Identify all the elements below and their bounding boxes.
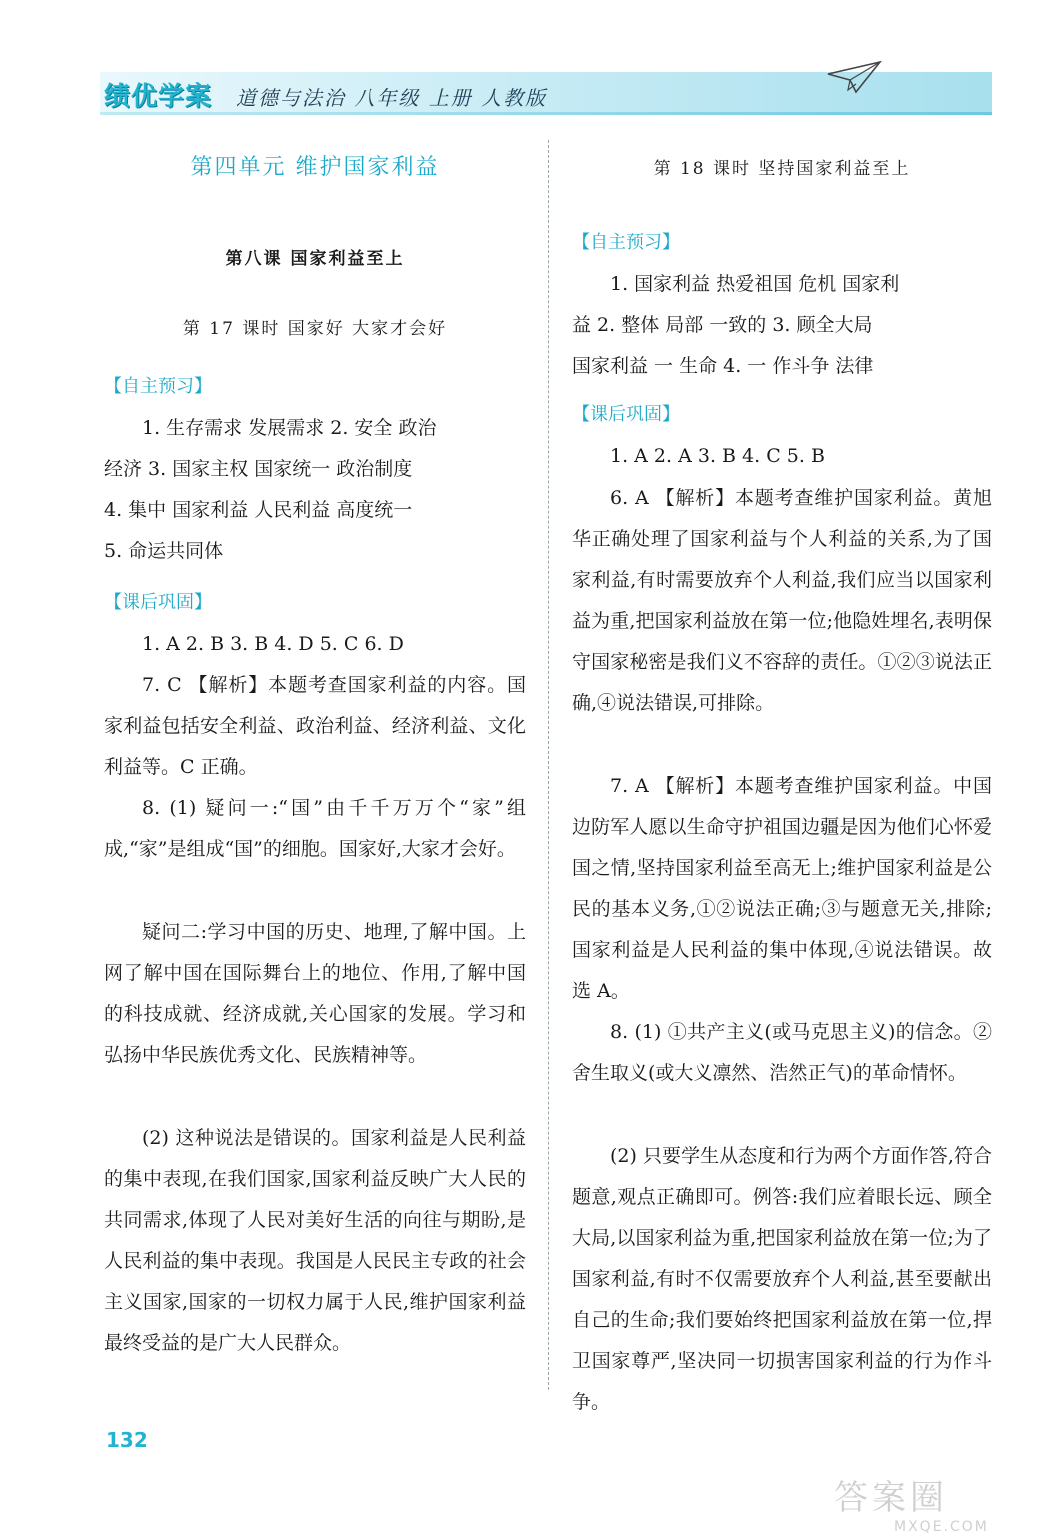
watermark-logo [834, 1470, 1024, 1535]
preview-line: 国家利益 一 生命 4. 一 作斗争 法律 [572, 355, 874, 377]
q8-part1-doubt2: 疑问二:学习中国的历史、地理,了解中国。上网了解中国在国际舞台上的地位、作用,了解中国的科技成就、经济成就,关心国家的发展。学习和弘扬中华民族优秀文化、民族精神等。 [104, 921, 526, 1066]
q7-explanation: 7. A 【解析】本题考查维护国家利益。中国边防军人愿以生命守护祖国边疆是因为他们心怀爱国之情,坚持国家利益至高无上;维护国家利益是公民的基本义务,①②说法正确;③与题意无关,排除;国家利益是人民利益的集中体现,④说法错误。故选 A。 [572, 775, 992, 1002]
preview-line: 经济 3. 国家主权 国家统一 政治制度 [104, 458, 413, 480]
watermark-top: 答案圈 [834, 1478, 948, 1518]
q7-explanation: 7. C 【解析】本题考查国家利益的内容。国家利益包括安全利益、政治利益、经济利益、文化利益等。C 正确。 [104, 674, 526, 778]
q8-part2: (2) 只要学生从态度和行为两个方面作答,符合题意,观点正确即可。例答:我们应着眼长远、顾全大局,以国家利益为重,把国家利益放在第一位;为了国家利益,有时不仅需要放弃个人利益,甚至要献出自己的生命;我们要始终把国家利益放在第一位,捍卫国家尊严,坚决同一切损害国家利益的行为作斗争。 [572, 1145, 992, 1413]
q8-part1-doubt1: 8. (1) 疑问一:“国”由千千万万个“家”组成,“家”是组成“国”的细胞。国家好,大家才会好。 [104, 797, 526, 860]
section-review-tag: 【课后巩固】 [104, 592, 212, 613]
preview-answers [104, 408, 526, 572]
period-title-18: 第 18 课时 坚持国家利益至上 [653, 159, 911, 179]
watermark-bottom: MXQE.COM [894, 1519, 989, 1535]
preview-line: 1. 国家利益 热爱祖国 危机 国家利 [610, 273, 900, 295]
preview-line: 4. 集中 国家利益 人民利益 高度统一 [104, 499, 413, 521]
section-review-tag: 【课后巩固】 [572, 404, 680, 425]
brand-logo: 绩优学案 [104, 82, 213, 112]
section-preview-tag: 【自主预习】 [572, 232, 680, 253]
choice-answers: 1. A 2. A 3. B 4. C 5. B [610, 445, 825, 467]
paper-plane-icon [826, 60, 882, 96]
preview-line: 1. 生存需求 发展需求 2. 安全 政治 [142, 417, 437, 439]
lesson-title: 第八课 国家利益至上 [225, 249, 405, 269]
page-number: 132 [106, 1428, 148, 1452]
q8-part1: 8. (1) ①共产主义(或马克思主义)的信念。②舍生取义(或大义凛然、浩然正气)的革命情怀。 [572, 1021, 992, 1084]
q8-part2: (2) 这种说法是错误的。国家利益是人民利益的集中表现,在我们国家,国家利益反映广大人民的共同需求,体现了人民对美好生活的向往与期盼,是人民利益的集中表现。我国是人民民主专政的社会主义国家,国家的一切权力属于人民,维护国家利益最终受益的是广大人民群众。 [104, 1127, 526, 1354]
unit-title: 第四单元 维护国家利益 [190, 155, 440, 180]
choice-answers: 1. A 2. B 3. B 4. D 5. C 6. D [142, 633, 404, 655]
preview-line: 益 2. 整体 局部 一致的 3. 顾全大局 [572, 314, 873, 336]
book-subtitle: 道德与法治 八年级 上册 人教版 [236, 86, 548, 110]
preview-answers [572, 264, 992, 387]
q6-explanation: 6. A 【解析】本题考查维护国家利益。黄旭华正确处理了国家利益与个人利益的关系,为了国家利益,有时需要放弃个人利益,我们应当以国家利益为重,把国家利益放在第一位;他隐姓埋名,表明保守国家秘密是我们义不容辞的责任。①②③说法正确,④说法错误,可排除。 [572, 487, 992, 714]
section-preview-tag: 【自主预习】 [104, 376, 212, 397]
column-divider [548, 140, 549, 1390]
period-title-17: 第 17 课时 国家好 大家才会好 [182, 319, 448, 339]
preview-line: 5. 命运共同体 [104, 540, 224, 562]
